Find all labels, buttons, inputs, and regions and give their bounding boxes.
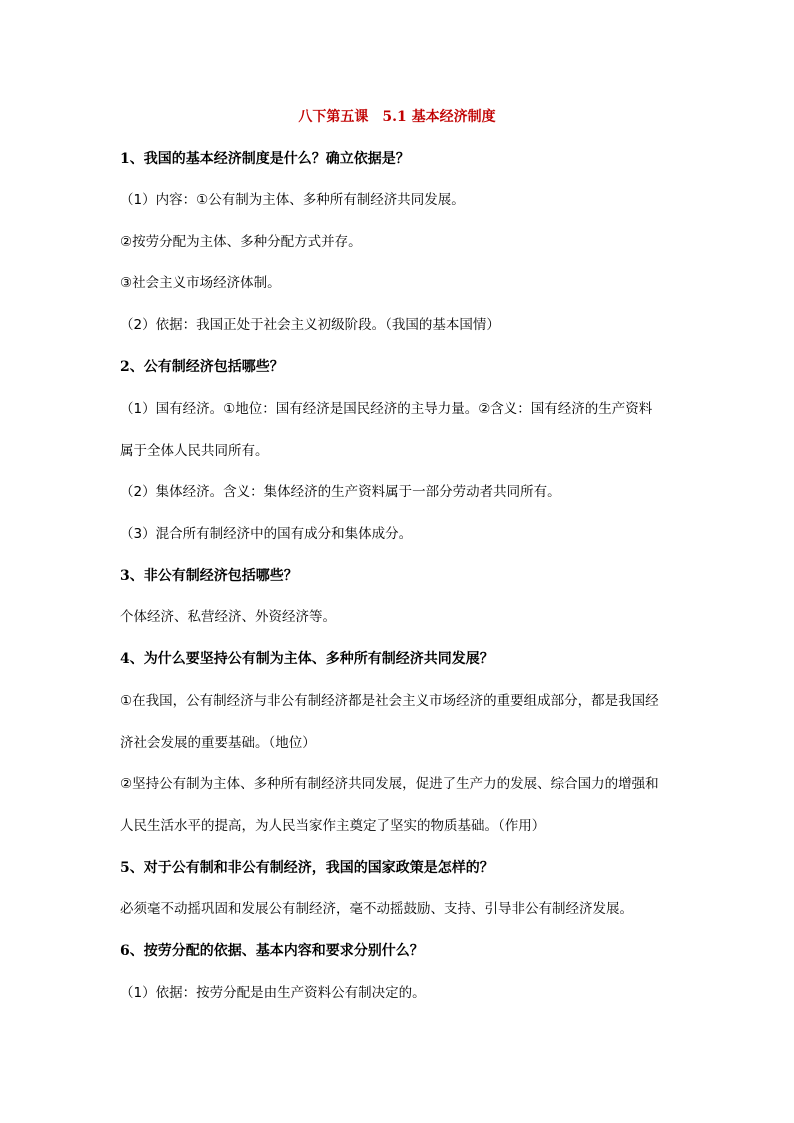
- question-heading: 6、按劳分配的依据、基本内容和要求分别什么？: [120, 943, 424, 959]
- question-heading: 4、为什么要坚持公有制为主体、多种所有制经济共同发展？: [120, 651, 494, 667]
- answer-line: 属于全体人民共同所有。: [120, 443, 269, 459]
- question-heading: 5、对于公有制和非公有制经济，我国的国家政策是怎样的？: [120, 860, 494, 876]
- answer-line: 人民生活水平的提高，为人民当家作主奠定了坚实的物质基础。（作用）: [120, 818, 546, 834]
- answer-line: ③社会主义市场经济体制。: [120, 275, 281, 291]
- answer-line: ②坚持公有制为主体、多种所有制经济共同发展，促进了生产力的发展、综合国力的增强和: [120, 776, 659, 792]
- answer-line: （1）国有经济。①地位：国有经济是国民经济的主导力量。②含义：国有经济的生产资料: [120, 401, 653, 417]
- answer-line: 必须毫不动摇巩固和发展公有制经济，毫不动摇鼓励、支持、引导非公有制经济发展。: [120, 901, 633, 917]
- answer-line: （2）集体经济。含义：集体经济的生产资料属于一部分劳动者共同所有。: [120, 484, 561, 500]
- answer-line: 个体经济、私营经济、外资经济等。: [120, 609, 336, 625]
- answer-line: 济社会发展的重要基础。（地位）: [120, 735, 316, 751]
- answer-line: （1）依据：按劳分配是由生产资料公有制决定的。: [120, 985, 426, 1001]
- answer-line: ②按劳分配为主体、多种分配方式并存。: [120, 234, 362, 250]
- page-title: 八下第五课 5.1 基本经济制度: [298, 109, 496, 125]
- question-heading: 3、非公有制经济包括哪些？: [120, 568, 298, 584]
- answer-line: （2）依据：我国正处于社会主义初级阶段。（我国的基本国情）: [120, 317, 500, 333]
- question-heading: 1、我国的基本经济制度是什么？确立依据是？: [120, 151, 410, 167]
- answer-line: ①在我国，公有制经济与非公有制经济都是社会主义市场经济的重要组成部分，都是我国经: [120, 693, 659, 709]
- answer-line: （3）混合所有制经济中的国有成分和集体成分。: [120, 526, 413, 542]
- answer-line: （1）内容：①公有制为主体、多种所有制经济共同发展。: [120, 192, 465, 208]
- question-heading: 2、公有制经济包括哪些？: [120, 359, 284, 375]
